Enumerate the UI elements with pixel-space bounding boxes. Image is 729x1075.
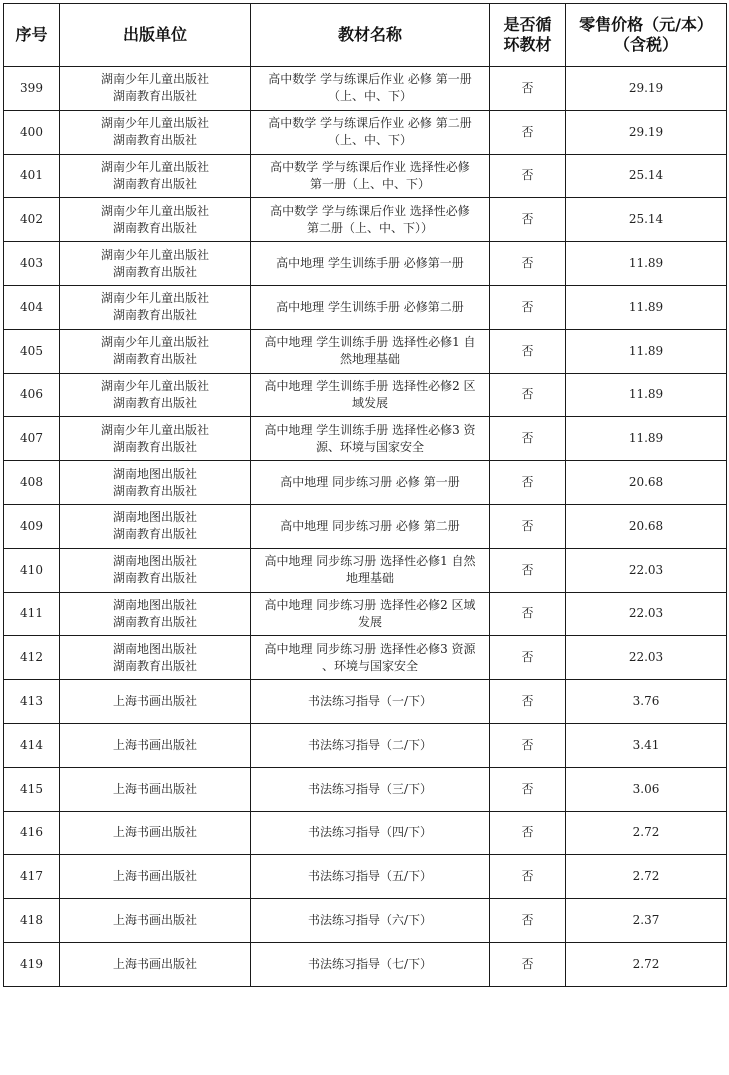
cell-price: 3.41 [566,723,727,767]
publisher-line: 湖南教育出版社 [112,352,197,367]
cell-title [251,636,490,680]
cell-publisher [60,417,251,461]
title-line: 然地理基础 [339,352,400,367]
title-line: 书法练习指导（五/下） [307,869,433,884]
cell-cyclic: 否 [490,373,566,417]
cell-seq: 404 [4,285,60,329]
cell-publisher [60,942,251,986]
cell-title [251,67,490,111]
cell-price: 11.89 [566,242,727,286]
cell-price: 22.03 [566,548,727,592]
cell-seq: 416 [4,811,60,855]
cell-publisher [60,154,251,198]
title-line: 书法练习指导（六/下） [307,913,433,928]
cell-price: 11.89 [566,285,727,329]
cell-price: 11.89 [566,329,727,373]
title-line: 高中地理 同步练习册 选择性必修2 区域 [264,597,476,612]
publisher-line: 上海书画出版社 [112,913,197,928]
title-line: 书法练习指导（七/下） [307,956,433,971]
publisher-line: 湖南少年儿童出版社 [100,422,209,437]
cell-title [251,942,490,986]
cell-publisher [60,242,251,286]
cell-cyclic: 否 [490,636,566,680]
table-row [4,285,727,329]
cell-publisher [60,548,251,592]
publisher-line: 上海书画出版社 [112,781,197,796]
cell-title [251,373,490,417]
cell-price: 2.37 [566,899,727,943]
title-line: 源、环境与国家安全 [315,439,424,454]
cell-title [251,592,490,636]
header-price [566,4,727,67]
title-line: 高中地理 学生训练手册 选择性必修2 区 [264,378,476,393]
publisher-line: 湖南少年儿童出版社 [100,72,209,87]
publisher-line: 湖南教育出版社 [112,89,197,104]
publisher-line: 湖南教育出版社 [112,614,197,629]
title-line: 书法练习指导（一/下） [307,694,433,709]
title-line: 第一册（上、中、下） [309,176,430,191]
table-row [4,329,727,373]
cell-price: 11.89 [566,373,727,417]
table-row [4,67,727,111]
cell-seq: 403 [4,242,60,286]
cell-title [251,329,490,373]
cell-price: 22.03 [566,636,727,680]
table-row [4,636,727,680]
table-row [4,811,727,855]
publisher-line: 湖南少年儿童出版社 [100,378,209,393]
table-row [4,154,727,198]
cell-title [251,242,490,286]
cell-seq: 412 [4,636,60,680]
publisher-line: 湖南地图出版社 [112,466,197,481]
cell-seq: 417 [4,855,60,899]
publisher-line: 湖南教育出版社 [112,571,197,586]
cell-cyclic: 否 [490,417,566,461]
publisher-line: 湖南地图出版社 [112,510,197,525]
title-line: 高中数学 学与练课后作业 选择性必修 [270,203,470,218]
cell-price: 25.14 [566,198,727,242]
cell-seq: 407 [4,417,60,461]
cell-publisher [60,504,251,548]
publisher-line: 湖南教育出版社 [112,308,197,323]
cell-cyclic: 否 [490,899,566,943]
cell-seq: 418 [4,899,60,943]
publisher-line: 上海书画出版社 [112,694,197,709]
publisher-line: 上海书画出版社 [112,869,197,884]
header-price-line1: 零售价格（元/本） [579,15,713,34]
table-row [4,767,727,811]
table-row [4,855,727,899]
publisher-line: 湖南地图出版社 [112,554,197,569]
cell-publisher [60,899,251,943]
cell-title [251,680,490,724]
cell-title [251,855,490,899]
title-line: 高中地理 同步练习册 必修 第一册 [280,475,460,490]
cell-seq: 405 [4,329,60,373]
cell-seq: 406 [4,373,60,417]
cell-seq: 410 [4,548,60,592]
cell-price: 20.68 [566,461,727,505]
cell-cyclic: 否 [490,942,566,986]
cell-title [251,767,490,811]
title-line: 发展 [357,614,382,629]
cell-cyclic: 否 [490,504,566,548]
publisher-line: 湖南少年儿童出版社 [100,247,209,262]
publisher-line: 湖南教育出版社 [112,133,197,148]
publisher-line: 湖南教育出版社 [112,264,197,279]
cell-title [251,417,490,461]
header-title: 教材名称 [251,4,490,67]
publisher-line: 上海书画出版社 [112,825,197,840]
table-row [4,504,727,548]
title-line: （上、中、下） [327,89,412,104]
cell-publisher [60,855,251,899]
cell-cyclic: 否 [490,767,566,811]
cell-cyclic: 否 [490,285,566,329]
cell-publisher [60,592,251,636]
publisher-line: 湖南教育出版社 [112,658,197,673]
title-line: 高中地理 学生训练手册 必修第一册 [276,256,464,271]
cell-cyclic: 否 [490,329,566,373]
table-row [4,899,727,943]
title-line: 第二册（上、中、下）） [306,220,433,235]
cell-publisher [60,373,251,417]
publisher-line: 上海书画出版社 [112,737,197,752]
table-row [4,592,727,636]
title-line: 、环境与国家安全 [321,658,418,673]
cell-publisher [60,110,251,154]
cell-title [251,110,490,154]
publisher-line: 上海书画出版社 [112,956,197,971]
header-price-line2: （含税） [613,35,678,54]
title-line: 高中数学 学与练课后作业 必修 第二册 [268,116,472,131]
title-line: （上、中、下） [327,133,412,148]
publisher-line: 湖南教育出版社 [112,483,197,498]
cell-publisher [60,461,251,505]
title-line: 书法练习指导（四/下） [307,825,433,840]
cell-publisher [60,285,251,329]
title-line: 高中数学 学与练课后作业 必修 第一册 [268,72,472,87]
cell-seq: 401 [4,154,60,198]
publisher-line: 湖南少年儿童出版社 [100,203,209,218]
cell-publisher [60,811,251,855]
cell-cyclic: 否 [490,154,566,198]
title-line: 高中地理 同步练习册 必修 第二册 [280,518,460,533]
title-line: 高中地理 学生训练手册 选择性必修1 自 [264,335,476,350]
header-cyclic-line1: 是否循 [503,15,552,34]
cell-title [251,461,490,505]
title-line: 高中数学 学与练课后作业 选择性必修 [270,159,470,174]
cell-cyclic: 否 [490,461,566,505]
header-publisher: 出版单位 [60,4,251,67]
cell-price: 29.19 [566,110,727,154]
cell-cyclic: 否 [490,680,566,724]
cell-cyclic: 否 [490,242,566,286]
cell-seq: 400 [4,110,60,154]
header-cyclic-line2: 环教材 [503,35,552,54]
cell-cyclic: 否 [490,110,566,154]
table-row [4,373,727,417]
cell-title [251,548,490,592]
cell-seq: 399 [4,67,60,111]
table-row [4,548,727,592]
cell-publisher [60,67,251,111]
cell-price: 2.72 [566,942,727,986]
textbook-price-table [3,3,727,987]
cell-price: 3.06 [566,767,727,811]
cell-publisher [60,329,251,373]
table-row [4,242,727,286]
title-line: 域发展 [351,395,388,410]
cell-cyclic: 否 [490,811,566,855]
publisher-line: 湖南少年儿童出版社 [100,291,209,306]
publisher-line: 湖南教育出版社 [112,527,197,542]
cell-cyclic: 否 [490,592,566,636]
publisher-line: 湖南少年儿童出版社 [100,335,209,350]
cell-publisher [60,198,251,242]
cell-publisher [60,723,251,767]
title-line: 书法练习指导（二/下） [307,737,433,752]
cell-price: 3.76 [566,680,727,724]
cell-seq: 415 [4,767,60,811]
publisher-line: 湖南教育出版社 [112,220,197,235]
title-line: 高中地理 学生训练手册 选择性必修3 资 [264,422,476,437]
cell-publisher [60,680,251,724]
cell-cyclic: 否 [490,548,566,592]
table-row [4,942,727,986]
cell-seq: 411 [4,592,60,636]
cell-seq: 409 [4,504,60,548]
cell-price: 20.68 [566,504,727,548]
title-line: 高中地理 学生训练手册 必修第二册 [276,299,464,314]
publisher-line: 湖南地图出版社 [112,597,197,612]
cell-price: 2.72 [566,811,727,855]
publisher-line: 湖南教育出版社 [112,176,197,191]
publisher-line: 湖南教育出版社 [112,439,197,454]
cell-title [251,198,490,242]
title-line: 书法练习指导（三/下） [307,781,433,796]
cell-cyclic: 否 [490,198,566,242]
cell-price: 22.03 [566,592,727,636]
publisher-line: 湖南少年儿童出版社 [100,159,209,174]
table-row [4,198,727,242]
cell-seq: 402 [4,198,60,242]
cell-title [251,504,490,548]
cell-title [251,811,490,855]
header-row [4,4,727,67]
title-line: 高中地理 同步练习册 选择性必修3 资源 [264,641,476,656]
cell-cyclic: 否 [490,67,566,111]
publisher-line: 湖南地图出版社 [112,641,197,656]
cell-publisher [60,636,251,680]
cell-seq: 419 [4,942,60,986]
publisher-line: 湖南少年儿童出版社 [100,116,209,131]
table-row [4,461,727,505]
table-row [4,723,727,767]
cell-cyclic: 否 [490,855,566,899]
cell-price: 2.72 [566,855,727,899]
header-cyclic [490,4,566,67]
cell-seq: 408 [4,461,60,505]
publisher-line: 湖南教育出版社 [112,395,197,410]
cell-title [251,723,490,767]
table-row [4,680,727,724]
cell-price: 11.89 [566,417,727,461]
cell-price: 25.14 [566,154,727,198]
title-line: 地理基础 [345,571,394,586]
cell-cyclic: 否 [490,723,566,767]
cell-title [251,285,490,329]
cell-price: 29.19 [566,67,727,111]
table-row [4,110,727,154]
cell-title [251,899,490,943]
table-row [4,417,727,461]
title-line: 高中地理 同步练习册 选择性必修1 自然 [264,554,476,569]
cell-publisher [60,767,251,811]
header-seq: 序号 [4,4,60,67]
cell-seq: 414 [4,723,60,767]
cell-title [251,154,490,198]
cell-seq: 413 [4,680,60,724]
